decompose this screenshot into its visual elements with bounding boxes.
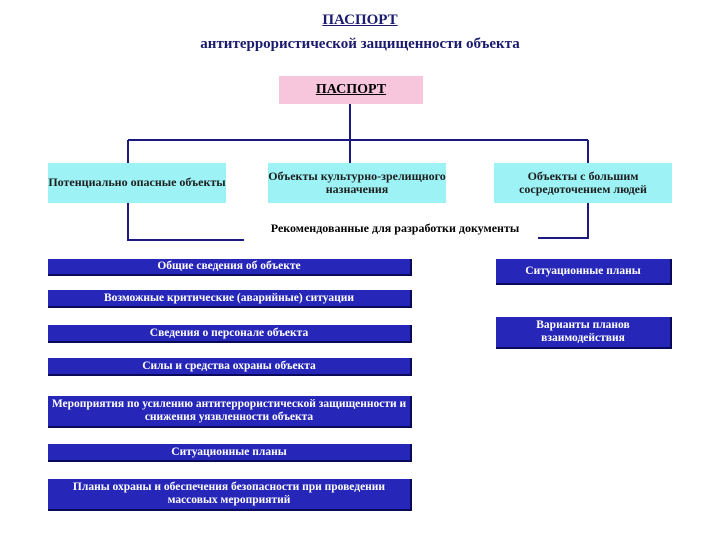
root-box <box>279 76 423 104</box>
document-label: Сведения о персонале объекта <box>149 326 309 339</box>
category-label: Потенциально опасные объекты <box>48 175 226 190</box>
document-box-1 <box>48 259 412 276</box>
category-label: Объекты культурно-зрелищного назначения <box>268 168 446 196</box>
right-document-box-2 <box>496 317 672 349</box>
document-label: Силы и средства охраны объекта <box>142 359 316 372</box>
page-subtitle: антитеррористической защищенности объекта <box>200 36 520 52</box>
document-box-7 <box>48 479 412 511</box>
document-box-2 <box>48 290 412 308</box>
recommended-documents-label: Рекомендованные для разработки документы <box>270 221 520 235</box>
category-label: Объекты с большим сосредоточением людей <box>519 168 647 196</box>
right-document-label: Варианты планов взаимодействия <box>536 319 630 344</box>
category-box-3 <box>494 163 672 203</box>
document-box-5 <box>48 396 412 428</box>
category-box-2 <box>268 163 446 203</box>
right-document-box-1 <box>496 259 672 285</box>
document-label: Общие сведения об объекте <box>157 260 301 273</box>
document-label: Планы охраны и обеспечения безопасности при проведении массовых мероприятий <box>72 481 386 506</box>
category-box-1 <box>48 163 226 203</box>
root-label: ПАСПОРТ <box>315 82 387 98</box>
document-label: Ситуационные планы <box>171 445 287 458</box>
document-box-4 <box>48 358 412 376</box>
document-label: Возможные критические (аварийные) ситуации <box>104 291 354 304</box>
right-document-label: Ситуационные планы <box>525 264 641 277</box>
document-box-6 <box>48 444 412 462</box>
document-label: Мероприятия по усилению антитеррористической защищенности и снижения уязвленности объекта <box>51 398 407 423</box>
document-box-3 <box>48 325 412 343</box>
page-title: ПАСПОРТ <box>322 12 398 28</box>
